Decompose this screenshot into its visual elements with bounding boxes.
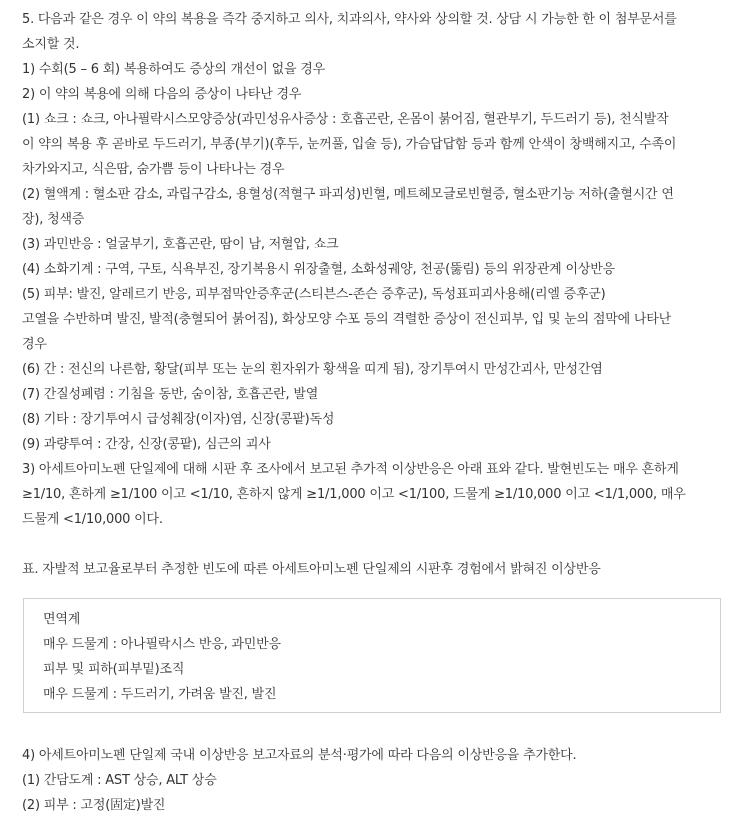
table-caption: 표. 자발적 보고율로부터 추정한 빈도에 따른 아세트아미노펜 단일제의 시판후 경험에서 밝혀진 이상반응	[22, 562, 601, 577]
item-4: 4) 아세트아미노펜 단일제 국내 이상반응 보고자료의 분석·평가에 따라 다음의 이상반응을 추가한다.	[22, 748, 577, 763]
sub-item-line: 고열을 수반하며 발진, 발적(충혈되어 붉어짐), 화상모양 수포 등의 격렬한 증상이 전신피부, 입 및 눈의 점막에 나타난	[22, 312, 671, 327]
sub-item-line: 장), 청색증	[22, 212, 85, 227]
intro-line-2: 소지할 것.	[22, 37, 80, 52]
item-3-line: ≥1/10, 흔하게 ≥1/100 이고 <1/10, 흔하지 않게 ≥1/1,000 이고 <1/100, 드물게 ≥1/10,000 이고 <1/1,000, 매우	[22, 487, 686, 502]
item-4-sub: (1) 간담도계 : AST 상승, ALT 상승	[22, 773, 217, 788]
item-3-line: 3) 아세트아미노펜 단일제에 대해 시판 후 조사에서 보고된 추가적 이상반응은 아래 표와 같다. 발현빈도는 매우 흔하게	[22, 462, 679, 477]
item-1: 1) 수회(5 – 6 회) 복용하여도 증상의 개선이 없을 경우	[22, 62, 325, 77]
sub-item-line: (1) 쇼크 : 쇼크, 아나필락시스모양증상(과민성유사증상 : 호흡곤란, 온몸이 붉어짐, 혈관부기, 두드러기 등), 천식발작	[22, 112, 669, 127]
sub-item-line: (3) 과민반응 : 얼굴부기, 호흡곤란, 땀이 남, 저혈압, 쇼크	[22, 237, 339, 252]
table-entry: 매우 드물게 : 아나필락시스 반응, 과민반응	[43, 637, 281, 652]
sub-item-line: (5) 피부: 발진, 알레르기 반응, 피부점막안증후군(스티븐스-존슨 증후군), 독성표피괴사용해(리엘 증후군)	[22, 287, 606, 302]
table-category: 피부 및 피하(피부밑)조직	[43, 662, 185, 677]
sub-item-line: (2) 혈액계 : 혈소판 감소, 과립구감소, 용혈성(적혈구 파괴성)빈혈, 메트헤모글로빈혈증, 혈소판기능 저하(출혈시간 연	[22, 187, 674, 202]
sub-item-line: 이 약의 복용 후 곧바로 두드러기, 부종(부기)(후두, 눈꺼풀, 입술 등), 가슴답답함 등과 함께 안색이 창백해지고, 수족이	[22, 137, 677, 152]
item-2: 2) 이 약의 복용에 의해 다음의 증상이 나타난 경우	[22, 87, 302, 102]
table-category: 면역계	[43, 612, 81, 627]
sub-item-line: 차가와지고, 식은땀, 숨가쁨 등이 나타나는 경우	[22, 162, 285, 177]
sub-item-line: (6) 간 : 전신의 나른함, 황달(피부 또는 눈의 흰자위가 황색을 띠게 됨), 장기투여시 만성간괴사, 만성간염	[22, 362, 603, 377]
item-4-sub: (2) 피부 : 고정(固定)발진	[22, 798, 166, 813]
sub-item-line: (4) 소화기계 : 구역, 구토, 식욕부진, 장기복용시 위장출혈, 소화성궤양, 천공(뚫림) 등의 위장관계 이상반응	[22, 262, 615, 277]
item-3-line: 드물게 <1/10,000 이다.	[22, 512, 163, 527]
sub-item-line: 경우	[22, 337, 47, 352]
sub-item-line: (9) 과량투여 : 간장, 신장(콩팥), 심근의 괴사	[22, 437, 271, 452]
intro-line-1: 5. 다음과 같은 경우 이 약의 복용을 즉각 중지하고 의사, 치과의사, 약사와 상의할 것. 상담 시 가능한 한 이 첨부문서를	[22, 12, 677, 27]
sub-item-line: (8) 기타 : 장기투여시 급성췌장(이자)염, 신장(콩팥)독성	[22, 412, 335, 427]
table-entry: 매우 드물게 : 두드러기, 가려움 발진, 발진	[43, 687, 277, 702]
adverse-reaction-table-box	[23, 598, 721, 713]
sub-item-line: (7) 간질성폐렴 : 기침을 동반, 숨이참, 호흡곤란, 발열	[22, 387, 319, 402]
